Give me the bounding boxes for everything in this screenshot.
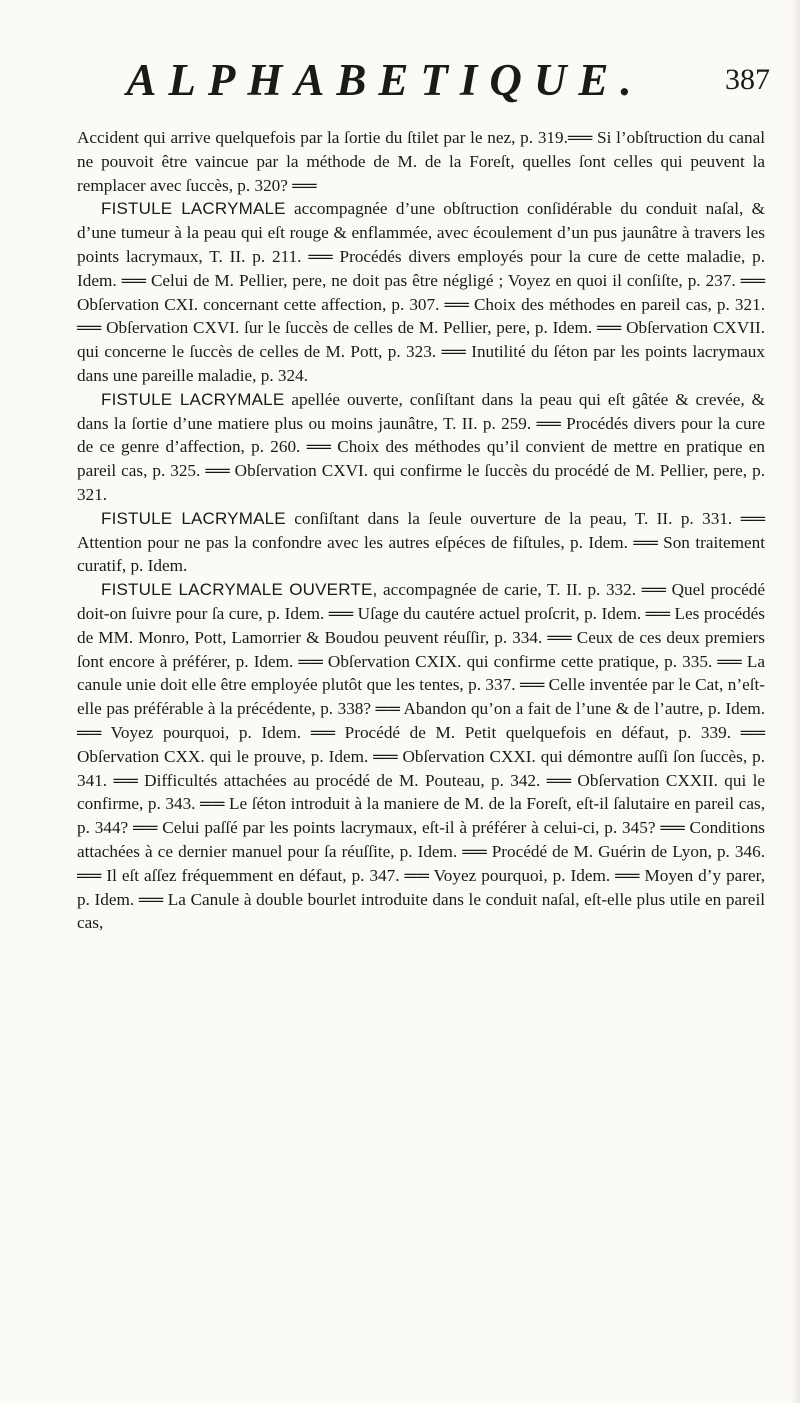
paragraph-text: Accident qui arrive quelquefois par la ſortie du ſtilet par le nez, p. 319.══ Si l’obſtruction du canal ne pouvoit être vaincue par la méthode de M. de la Foreſt, quelles ſont celles qui peuvent la remplacer avec ſuccès, p. 320? ══ <box>77 128 765 195</box>
entry-heading: FISTULE LACRYMALE OUVERTE, <box>101 580 378 600</box>
entry-heading: FISTULE LACRYMALE <box>101 389 285 409</box>
running-title: ALPHABETIQUE. <box>126 55 644 105</box>
entry-text: accompagnée d’une obſtruction conſidérable du conduit naſal, & d’une tumeur à la peau qui eſt rouge & enflammée, avec écoulement d’un pus jaunâtre à travers les points lacrymaux, T. II. p. 211. ══ Procédés divers employés pour la cure de cette maladie, p. Idem. ══ Celui de M. Pellier, pere, ne doit pas être négligé ; Voyez en quoi il conſiſte, p. 237. ══ Obſervation CXI. concernant cette affection, p. 307. ══ Choix des méthodes en pareil cas, p. 321. ══ Obſervation CXVI. ſur le ſuccès de celles de M. Pellier, pere, p. Idem. ══ Obſervation CXVII. qui concerne le ſuccès de celles de M. Pott, p. 323. ══ Inutilité du ſéton par les points lacrymaux dans une pareille maladie, p. 324. <box>77 199 765 385</box>
index-entry <box>77 388 765 507</box>
entry-heading: FISTULE LACRYMALE <box>101 199 286 219</box>
index-text <box>77 126 765 935</box>
entry-text: apellée ouverte, conſiſtant dans la peau qui eſt gâtée & crevée, & dans la ſortie d’une matiere plus ou moins jaunâtre, T. II. p. 259. ══ Procédés divers pour la cure de ce genre d’affection, p. 260. ══ Choix des méthodes qu’il convient de mettre en pratique en pareil cas, p. 325. ══ Obſervation CXVI. qui confirme le ſuccès du procédé de M. Pellier, pere, p. 321. <box>77 389 765 504</box>
running-head <box>60 50 770 110</box>
page-edge-shadow <box>790 0 800 1403</box>
index-entry <box>77 578 765 935</box>
index-paragraph <box>77 126 765 197</box>
entry-heading: FISTULE LACRYMALE <box>101 508 286 528</box>
entry-text: conſiſtant dans la ſeule ouverture de la peau, T. II. p. 331. ══ Attention pour ne pas la confondre avec les autres eſpéces de fiſtules, p. Idem. ══ Son traitement curatif, p. Idem. <box>77 508 765 576</box>
page-number: 387 <box>725 63 770 96</box>
entry-text: accompagnée de carie, T. II. p. 332. ══ Quel procédé doit-on ſuivre pour ſa cure, p. Idem. ══ Uſage du cautére actuel proſcrit, p. Idem. ══ Les procédés de MM. Monro, Pott, Lamorrier & Boudou peuvent réuſſir, p. 334. ══ Ceux de ces deux premiers ſont encore à préférer, p. Idem. ══ Obſervation CXIX. qui confirme cette pratique, p. 335. ══ La canule unie doit elle être employée plutôt que les tentes, p. 337. ══ Celle inventée par le Cat, n’eſt-elle pas préférable à la précédente, p. 338? ══ Abandon qu’on a fait de l’une & de l’autre, p. Idem. ══ Voyez pourquoi, p. Idem. ══ Procédé de M. Petit quelquefois en défaut, p. 339. ══ Obſervation CXX. qui le prouve, p. Idem. ══ Obſervation CXXI. qui démontre auſſi ſon ſuccès, p. 341. ══ Difficultés attachées au procédé de M. Pouteau, p. 342. ══ Obſervation CXXII. qui le confirme, p. 343. ══ Le ſéton introduit à la maniere de M. de la Foreſt, eſt-il ſalutaire en pareil cas, p. 344? ══ Celui paſſé par les points lacrymaux, eſt-il à préférer à celui-ci, p. 345? ══ Conditions attachées à ce dernier manuel pour ſa réuſſite, p. Idem. ══ Procédé de M. Guérin de Lyon, p. 346. ══ Il eſt aſſez fréquemment en défaut, p. 347. ══ Voyez pourquoi, p. Idem. ══ Moyen d’y parer, p. Idem. ══ La Canule à double bourlet introduite dans le conduit naſal, eſt-elle plus utile en pareil cas, <box>77 580 765 933</box>
index-entry <box>77 197 765 387</box>
index-entry <box>77 507 765 578</box>
